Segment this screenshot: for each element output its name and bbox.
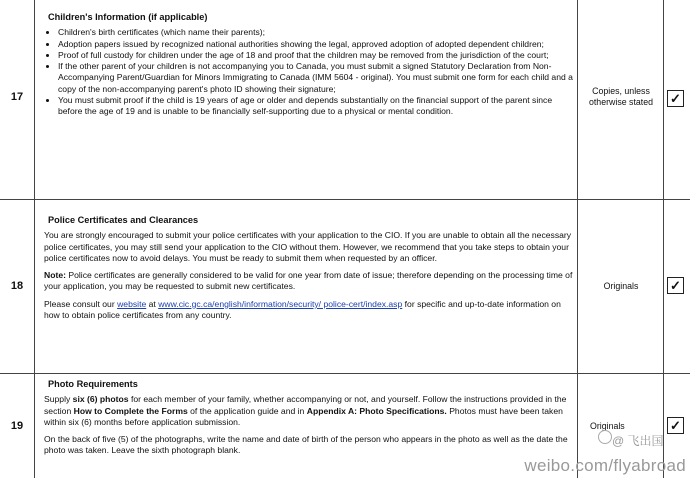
consult-text: at xyxy=(148,298,156,309)
bullet-list xyxy=(44,27,574,117)
checkbox[interactable]: ✓ xyxy=(667,90,684,107)
weibo-logo-icon xyxy=(598,430,612,444)
row-number: 17 xyxy=(10,91,24,103)
text-bold: Appendix A: Photo Specifications. xyxy=(306,405,447,416)
watermark-handle: weibo.com/flyabroad xyxy=(524,456,686,475)
document-type: Originals xyxy=(603,281,639,291)
list-item: • Proof of full custody for children under the age of 18 and proof that the children may be removed from the jurisdiction of the court; xyxy=(58,50,574,61)
checkbox[interactable]: ✓ xyxy=(667,417,684,434)
police-cert-link[interactable]: www.cic.gc.ca/english/information/security/ police-cert/index.asp xyxy=(158,298,403,309)
col-rule-3 xyxy=(663,0,664,478)
paragraph: On the back of five (5) of the photographs, write the name and date of birth of the person who appears in the photo as well as the date the photo was taken. Leave the sixth photograph blank. xyxy=(44,434,568,456)
text-bold: How to Complete the Forms xyxy=(73,405,188,416)
text-bold: six (6) photos xyxy=(72,394,129,405)
row-title: Children's Information (if applicable) xyxy=(48,12,208,22)
document-type: Originals xyxy=(590,421,625,431)
note-paragraph xyxy=(44,270,574,293)
list-item: • You must submit proof if the child is 19 years of age or older and depends substantially on the financial support of the parent since before the age of 19 and is unable to be financially self-supporting due to a physical or mental condition. xyxy=(58,95,574,118)
row-description xyxy=(44,215,574,327)
row-description xyxy=(44,379,574,463)
row-rule-2 xyxy=(0,373,690,374)
row-title: Police Certificates and Clearances xyxy=(48,215,199,225)
checkbox[interactable]: ✓ xyxy=(667,277,684,294)
list-item: • Children's birth certificates (which name their parents); xyxy=(58,27,574,38)
consult-text: for specific and up-to-date information on how to obtain police certificates from any country. xyxy=(44,298,561,321)
watermark-name: @ 飞出国 xyxy=(612,434,664,448)
col-rule-1 xyxy=(34,0,35,478)
consult-paragraph xyxy=(44,299,574,322)
list-item: • If the other parent of your children is not accompanying you to Canada, you must submit a signed Statutory Declaration from Non-Accompanying Parent/Guardian for Minors Immigrating to Canada (IMM 5604 - original). You must submit one form for each child and a copy of the non-accompanying parent's photo ID showing their signature; xyxy=(58,61,574,95)
text: of the application guide and in xyxy=(190,405,305,416)
text: Supply xyxy=(44,394,71,405)
row-rule-1 xyxy=(0,199,690,200)
text: Photos must have been taken within six (6) months before application submission. xyxy=(44,405,563,427)
consult-text: Please consult our xyxy=(44,298,115,309)
note-label: Note: xyxy=(44,270,66,281)
row-number: 18 xyxy=(10,280,24,292)
note-text: Police certificates are generally considered to be valid for one year from date of issue; therefore depending on the processing time of your application, you may be requested to submit new certificates. xyxy=(44,270,573,292)
paragraph: You are strongly encouraged to submit your police certificates with your application to the CIO. If you are unable to obtain all the necessary police certificates, you may still send your application to the CIO without them. However, we recommend that you take steps to obtain your police certificates now to avoid delays. You must be ready to submit them when requested by an officer. xyxy=(44,230,572,263)
list-item: • Adoption papers issued by recognized national authorities showing the legal, approved adoption of adopted dependent children; xyxy=(58,39,574,50)
row-description xyxy=(44,12,574,118)
website-link[interactable]: website xyxy=(117,298,147,309)
paragraph xyxy=(44,394,574,428)
col-rule-2 xyxy=(577,0,578,478)
text: for each member of your family, whether accompanying or not, and yourself. Follow the instructions provided in the section xyxy=(44,394,567,416)
row-number: 19 xyxy=(10,420,24,432)
row-title: Photo Requirements xyxy=(48,379,138,389)
document-type: Copies, unless otherwise stated xyxy=(588,86,654,107)
